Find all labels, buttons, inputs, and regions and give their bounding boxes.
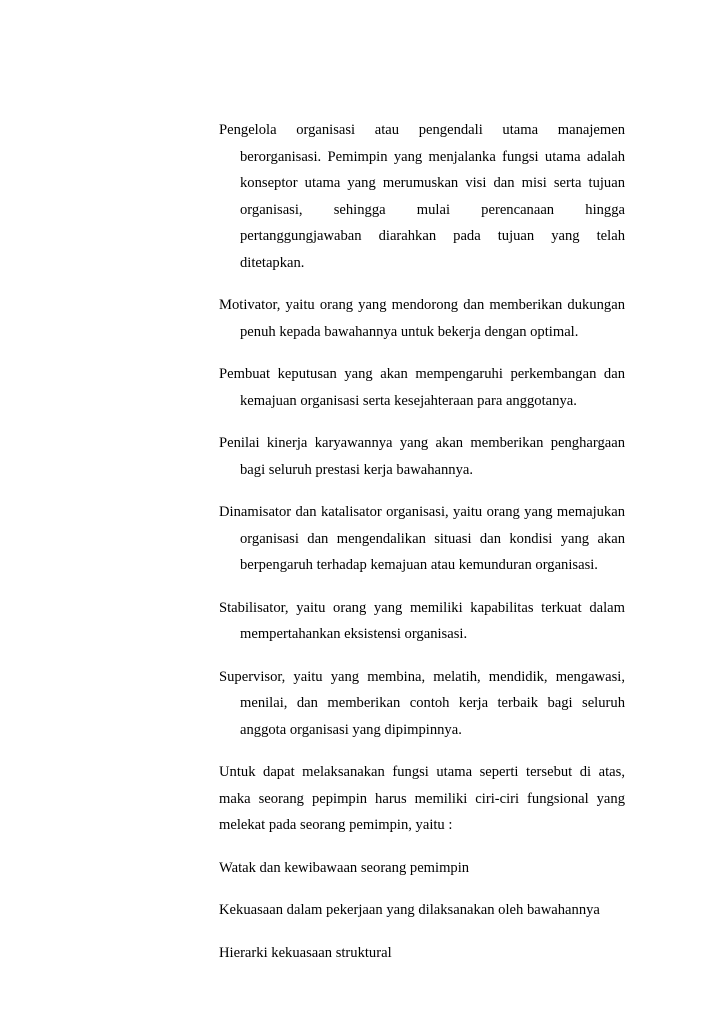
trait-watak-item: Watak dan kewibawaan seorang pemimpin	[219, 859, 470, 876]
role-dinamisator-paragraph: Dinamisator dan katalisator organisasi, yaitu orang yang memajukan organisasi dan mengendalikan situasi dan kondisi yang akan berpengaruh terhadap kemajuan atau kemunduran organisasi.	[219, 504, 625, 573]
role-motivator-paragraph: Motivator, yaitu orang yang mendorong dan memberikan dukungan penuh kepada bawahannya untuk bekerja dengan optimal.	[219, 297, 625, 340]
trait-kekuasaan-item: Kekuasaan dalam pekerjaan yang dilaksanakan oleh bawahannya	[219, 902, 600, 918]
page-body	[219, 117, 625, 982]
trait-hierarki-item: Hierarki kekuasaan struktural	[219, 944, 392, 961]
role-supervisor-paragraph: Supervisor, yaitu yang membina, melatih, mendidik, mengawasi, menilai, dan memberikan contoh kerja terbaik bagi seluruh anggota organisasi yang dipimpinnya.	[219, 668, 625, 738]
intro-paragraph: Untuk dapat melaksanakan fungsi utama seperti tersebut di atas, maka seorang pepimpin harus memiliki ciri-ciri fungsional yang melekat pada seorang pemimpin, yaitu :	[219, 764, 625, 833]
role-penilai-kinerja-paragraph: Penilai kinerja karyawannya yang akan memberikan penghargaan bagi seluruh prestasi kerja bawahannya.	[219, 435, 625, 478]
role-stabilisator-paragraph: Stabilisator, yaitu orang yang memiliki kapabilitas terkuat dalam mempertahankan eksistensi organisasi.	[219, 599, 625, 642]
role-pengelola-paragraph: Pengelola organisasi atau pengendali utama manajemen berorganisasi. Pemimpin yang menjalanka fungsi utama adalah konseptor utama yang merumuskan visi dan misi serta tujuan organisasi, sehingga mulai perencanaan hingga pertanggungjawaban diarahkan pada tujuan yang telah ditetapkan.	[219, 122, 625, 271]
role-pembuat-keputusan-paragraph: Pembuat keputusan yang akan mempengaruhi perkembangan dan kemajuan organisasi serta kesejahteraan para anggotanya.	[219, 366, 625, 409]
